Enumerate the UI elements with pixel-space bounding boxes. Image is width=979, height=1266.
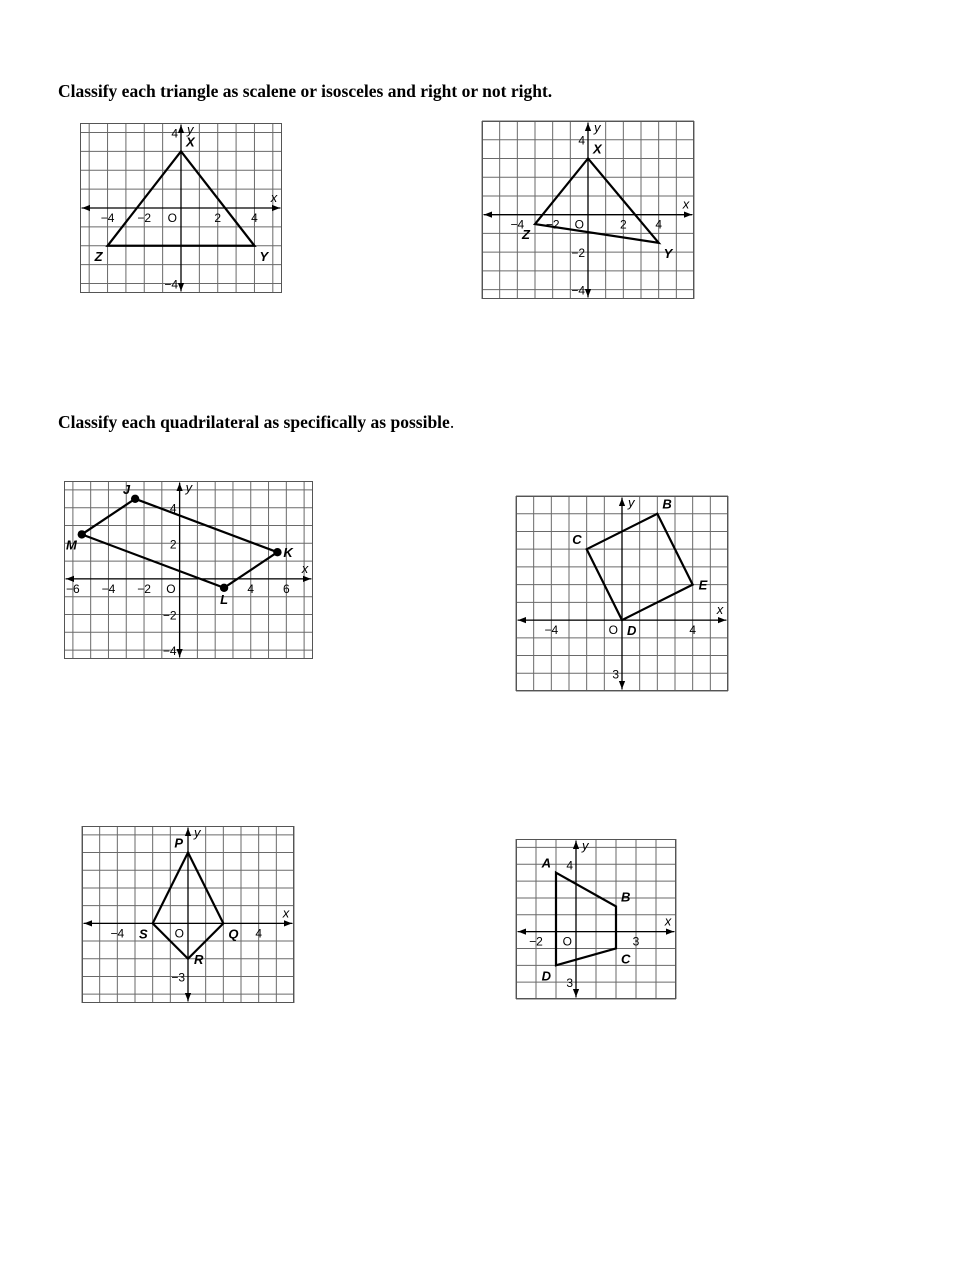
vertex-label-z: Z (522, 227, 530, 243)
tick-label: 4 (689, 623, 697, 638)
x-arrow-right (284, 920, 292, 926)
tick-label: 3 (632, 934, 640, 949)
tick-label: −4 (100, 211, 115, 225)
vertex-label-x: X (186, 134, 195, 150)
x-axis-label: x (301, 560, 309, 576)
tick-label: −3 (171, 970, 185, 985)
y-arrow-up (619, 498, 625, 506)
tick-label: −2 (137, 581, 151, 596)
vertex-label-b: B (621, 889, 631, 905)
tick-label: 2 (169, 537, 177, 552)
y-axis-label: y (582, 838, 589, 853)
x-axis-label: x (270, 190, 278, 205)
axes (518, 498, 726, 689)
tick-label: −4 (164, 277, 178, 292)
origin-label: O (574, 217, 584, 232)
vertex-label-y: Y (259, 248, 269, 264)
x-arrow-left (84, 920, 92, 926)
vertex-label-p: P (174, 835, 183, 851)
tick-label: −4 (162, 644, 177, 659)
x-arrow-right (666, 929, 674, 935)
vertex-label-z: Z (94, 248, 103, 264)
vertex-point-j (131, 495, 139, 503)
x-axis-label: x (682, 196, 690, 212)
vertex-label-a: A (541, 855, 551, 871)
tick-label: 2 (619, 217, 627, 232)
tick-label: 4 (578, 133, 585, 148)
y-arrow-up (176, 483, 182, 491)
quadrilateral-jklm-graph (64, 481, 313, 659)
tick-label: 6 (282, 581, 290, 596)
vertex-label-k: K (283, 545, 293, 561)
tick-label: 4 (171, 126, 178, 141)
vertex-label-d: D (627, 623, 637, 639)
tick-label: −2 (571, 246, 585, 261)
quadrilateral-bcde-graph (516, 496, 728, 691)
tick-label: −4 (110, 926, 125, 941)
vertex-label-e: E (698, 577, 708, 593)
vertex-label-c: C (621, 951, 631, 967)
x-arrow-left (82, 205, 90, 211)
y-axis-label: y (185, 480, 193, 495)
y-arrow-down (573, 989, 579, 997)
quadrilaterals-instruction: Classify each quadrilateral as specifically as possible. (58, 412, 455, 432)
tick-label: −2 (545, 217, 560, 232)
y-arrow-up (178, 125, 184, 133)
vertex-point-l (220, 584, 228, 592)
y-arrow-up (585, 123, 591, 131)
y-axis-label: y (594, 120, 601, 135)
x-arrow-right (684, 212, 692, 218)
x-arrow-right (272, 205, 280, 211)
triangles-instruction: Classify each triangle as scalene or isosceles and right or not right. (58, 81, 553, 101)
tick-label: −4 (101, 581, 116, 596)
tick-label: 4 (169, 501, 177, 516)
vertex-label-d: D (541, 968, 551, 984)
tick-label: −2 (137, 211, 152, 225)
x-arrow-right (718, 617, 726, 623)
grid-lines (64, 481, 313, 659)
x-arrow-left (518, 929, 526, 935)
tick-label: −2 (529, 934, 543, 949)
y-axis-label: y (194, 825, 201, 840)
tick-label: −4 (510, 217, 525, 232)
y-arrow-down (178, 283, 184, 291)
y-arrow-up (185, 828, 191, 836)
x-arrow-left (484, 212, 492, 218)
grid-lines (516, 839, 676, 999)
vertex-label-c: C (572, 532, 582, 548)
tick-label: 4 (247, 581, 255, 596)
y-arrow-down (585, 289, 591, 297)
tick-label: 4 (566, 858, 573, 873)
origin-label: O (167, 211, 177, 225)
origin-label: O (166, 581, 176, 596)
tick-label: 4 (251, 211, 258, 225)
y-arrow-down (176, 649, 182, 657)
quadrilateral-abcd-graph (516, 839, 676, 999)
figure-outline (556, 873, 616, 966)
vertex-label-q: Q (228, 926, 239, 942)
origin-label: O (174, 926, 184, 941)
vertex-label-b: B (662, 496, 672, 512)
triangle-xyz-skewed-graph (482, 121, 694, 299)
x-axis-label: x (716, 602, 724, 618)
x-arrow-left (518, 617, 526, 623)
tick-label: −6 (66, 581, 80, 596)
tick-label: 4 (655, 217, 663, 232)
tick-label: −2 (162, 608, 177, 623)
y-arrow-up (573, 841, 579, 849)
vertex-label-l: L (220, 591, 229, 607)
vertex-label-m: M (65, 537, 77, 553)
axes (66, 483, 311, 657)
tick-label: 3 (566, 976, 573, 991)
origin-label: O (608, 623, 618, 638)
x-arrow-right (303, 576, 311, 582)
x-axis-label: x (282, 905, 290, 921)
tick-label: 2 (214, 211, 222, 225)
vertex-label-j: J (122, 481, 131, 497)
tick-label: −4 (544, 623, 559, 638)
y-arrow-down (185, 993, 191, 1001)
tick-label: −4 (571, 283, 585, 298)
origin-label: O (562, 934, 572, 949)
y-axis-label: y (187, 122, 194, 137)
vertex-label-s: S (138, 926, 148, 942)
x-axis-label: x (664, 913, 672, 929)
y-axis-label: y (628, 495, 635, 510)
tick-label: 3 (612, 667, 619, 682)
vertex-point-m (78, 530, 86, 538)
vertex-point-k (273, 548, 281, 556)
triangle-xyz-graph (80, 123, 282, 293)
tick-label: 4 (255, 926, 263, 941)
vertex-label-x: X (593, 141, 602, 157)
quadrilateral-pqrs-graph (82, 826, 294, 1003)
vertex-label-y: Y (663, 245, 673, 261)
y-arrow-down (619, 681, 625, 689)
vertex-label-r: R (194, 951, 204, 967)
